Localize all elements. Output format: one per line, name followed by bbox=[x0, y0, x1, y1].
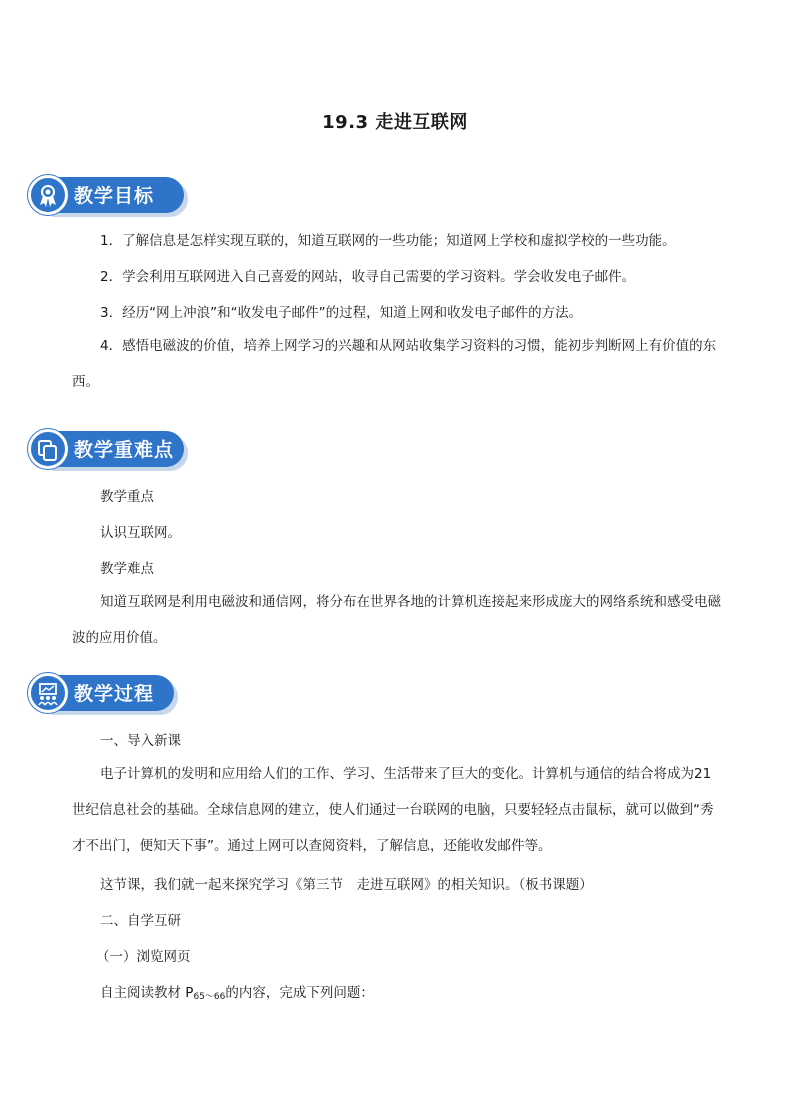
goal-item-3: 3．经历“网上冲浪”和“收发电子邮件”的过程，知道上网和收发电子邮件的方法。 bbox=[100, 305, 583, 321]
intro-title: 一、导入新课 bbox=[100, 733, 181, 749]
section-heading: 教学重难点 bbox=[74, 439, 175, 461]
award-ribbon-icon bbox=[28, 175, 68, 215]
section-heading: 教学目标 bbox=[74, 185, 155, 207]
read-prefix: 自主阅读教材 P bbox=[100, 985, 194, 1001]
difficulty-label: 教学难点 bbox=[100, 561, 154, 577]
browse-title: （一）浏览网页 bbox=[96, 949, 191, 965]
intro-text: 电子计算机的发明和应用给人们的工作、学习、生活带来了巨大的变化。计算机与通信的结合将成为21世纪信息社会的基础。全球信息网的建立，使人们通过一台联网的电脑，只要轻轻点击鼠标，就可以做到“秀才不出门，便知天下事”。通过上网可以查阅资料，了解信息，还能收发邮件等。 bbox=[72, 766, 714, 854]
section-banner-keypoints bbox=[28, 429, 188, 469]
difficulty-text: 知道互联网是利用电磁波和通信网，将分布在世界各地的计算机连接起来形成庞大的网络系统和感受电磁波的应用价值。 bbox=[72, 594, 721, 646]
goal-item-1: 1．了解信息是怎样实现互联的，知道互联网的一些功能；知道网上学校和虚拟学校的一些功能。 bbox=[100, 233, 676, 249]
self-study-title: 二、自学互研 bbox=[100, 913, 181, 929]
read-suffix: 的内容，完成下列问题： bbox=[225, 985, 374, 1001]
read-instruction bbox=[100, 981, 374, 1002]
goal-item-2: 2．学会利用互联网进入自己喜爱的网站，收寻自己需要的学习资料。学会收发电子邮件。 bbox=[100, 269, 636, 285]
goal-item-4: 4．感悟电磁波的价值，培养上网学习的兴趣和从网站收集学习资料的习惯，能初步判断网上有价值的东西。 bbox=[72, 338, 717, 390]
page-title: 19.3 走进互联网 bbox=[322, 112, 468, 133]
lesson-text: 这节课，我们就一起来探究学习《第三节 走进互联网》的相关知识。（板书课题） bbox=[100, 877, 593, 893]
focus-label: 教学重点 bbox=[100, 489, 154, 505]
stacked-pages-icon bbox=[28, 429, 68, 469]
page-range: 65～66 bbox=[193, 992, 226, 1002]
section-banner-goals bbox=[28, 175, 188, 215]
presentation-audience-icon bbox=[28, 673, 68, 713]
section-heading: 教学过程 bbox=[74, 683, 155, 705]
focus-text: 认识互联网。 bbox=[100, 525, 181, 541]
section-banner-process bbox=[28, 673, 188, 713]
